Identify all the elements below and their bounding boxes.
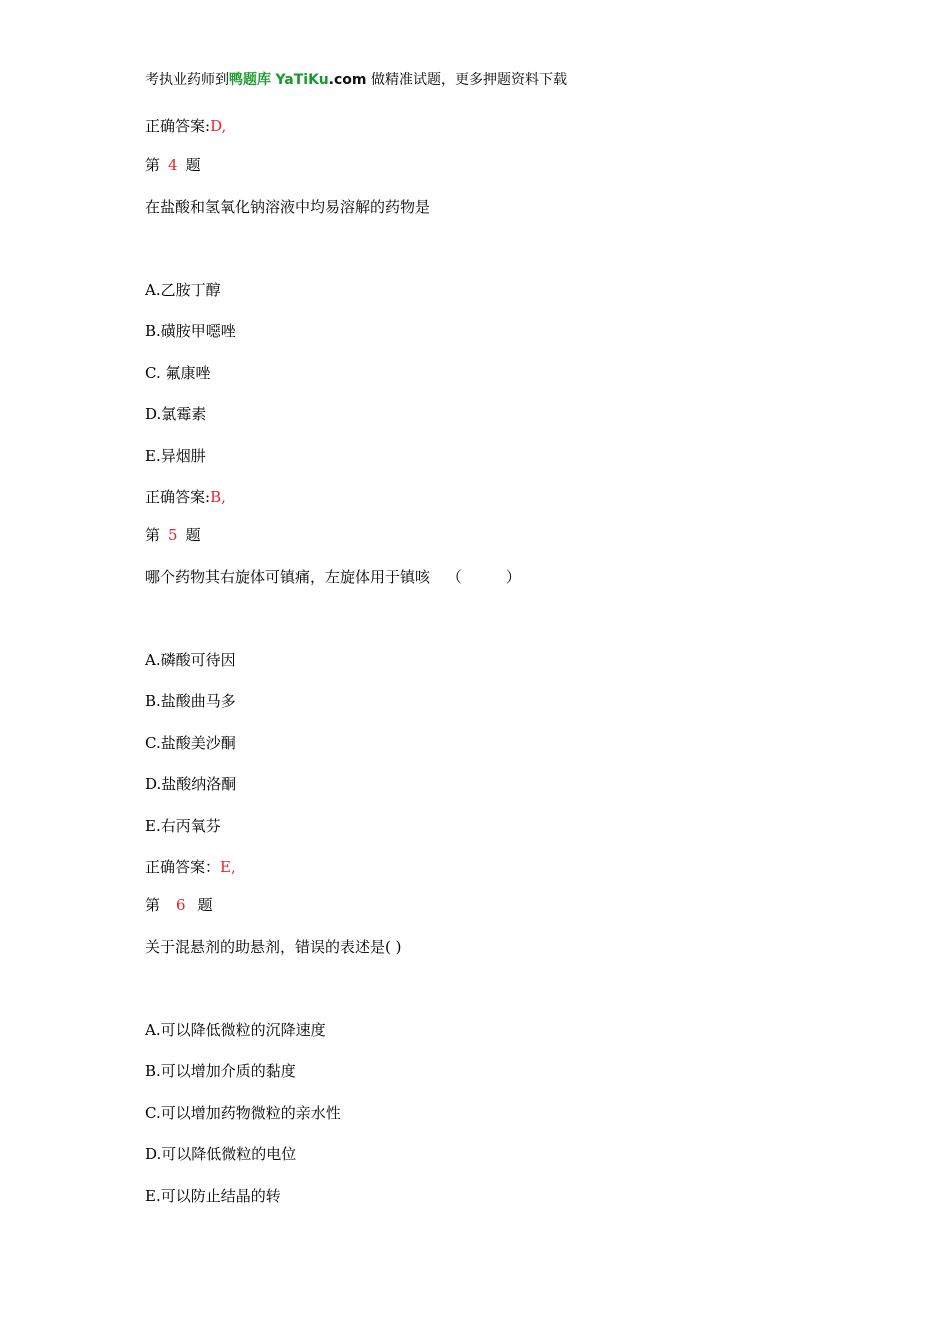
question-number: 4 bbox=[168, 156, 178, 174]
question-6-option-e: E.可以防止结晶的转 bbox=[145, 1187, 281, 1205]
question-suffix: 题 bbox=[185, 156, 201, 174]
answer-blank-close: ） bbox=[505, 568, 521, 586]
question-prefix: 第 bbox=[145, 896, 161, 914]
question-suffix: 题 bbox=[197, 896, 213, 914]
question-5-heading bbox=[145, 525, 201, 545]
prev-answer-line bbox=[145, 116, 226, 136]
question-number: 5 bbox=[168, 526, 178, 544]
question-6-stem: 关于混悬剂的助悬剂，错误的表述是( ) bbox=[145, 938, 402, 956]
header-prefix: 考执业药师到 bbox=[145, 72, 229, 88]
question-5-option-c: C.盐酸美沙酮 bbox=[145, 734, 236, 752]
question-6-option-d: D.可以降低微粒的电位 bbox=[145, 1145, 297, 1163]
question-5-stem-text: 哪个药物其右旋体可镇痛，左旋体用于镇咳 bbox=[145, 568, 431, 586]
question-4-stem: 在盐酸和氢氧化钠溶液中均易溶解的药物是 bbox=[145, 198, 431, 216]
question-5-stem bbox=[145, 567, 521, 587]
answer-label: 正确答案: bbox=[145, 488, 211, 506]
question-4-heading bbox=[145, 155, 201, 175]
question-6-option-c: C.可以增加药物微粒的亲水性 bbox=[145, 1104, 341, 1122]
question-5-option-d: D.盐酸纳洛酮 bbox=[145, 775, 237, 793]
answer-value: E, bbox=[220, 858, 236, 876]
question-4-option-b: B.磺胺甲噁唑 bbox=[145, 322, 236, 340]
question-4-answer bbox=[145, 487, 226, 507]
question-prefix: 第 bbox=[145, 156, 161, 174]
question-suffix: 题 bbox=[185, 526, 201, 544]
question-5-answer bbox=[145, 857, 236, 877]
question-4-option-d: D.氯霉素 bbox=[145, 405, 207, 423]
question-4-option-e: E.异烟肼 bbox=[145, 447, 206, 465]
brand-name-chinese[interactable]: 鸭题库 bbox=[229, 72, 271, 88]
brand-domain-suffix[interactable]: .com bbox=[328, 72, 367, 88]
header-suffix: 做精准试题，更多押题资料下载 bbox=[370, 72, 567, 88]
question-number: 6 bbox=[176, 896, 186, 914]
question-6-option-a: A.可以降低微粒的沉降速度 bbox=[145, 1021, 326, 1039]
answer-value: B, bbox=[210, 488, 226, 506]
answer-label: 正确答案: bbox=[145, 117, 211, 135]
page-header bbox=[145, 70, 567, 90]
question-4-option-a: A.乙胺丁醇 bbox=[145, 281, 221, 299]
question-4-option-c: C. 氟康唑 bbox=[145, 364, 211, 382]
question-6-option-b: B.可以增加介质的黏度 bbox=[145, 1062, 296, 1080]
answer-value: D, bbox=[210, 117, 227, 135]
answer-label: 正确答案： bbox=[145, 858, 221, 876]
brand-name-english[interactable]: YaTiKu bbox=[275, 72, 329, 88]
question-5-option-b: B.盐酸曲马多 bbox=[145, 692, 236, 710]
question-6-heading bbox=[145, 895, 213, 915]
question-prefix: 第 bbox=[145, 526, 161, 544]
answer-blank-open: （ bbox=[446, 568, 462, 586]
question-5-option-a: A.磷酸可待因 bbox=[145, 651, 236, 669]
question-5-option-e: E.右丙氧芬 bbox=[145, 817, 221, 835]
